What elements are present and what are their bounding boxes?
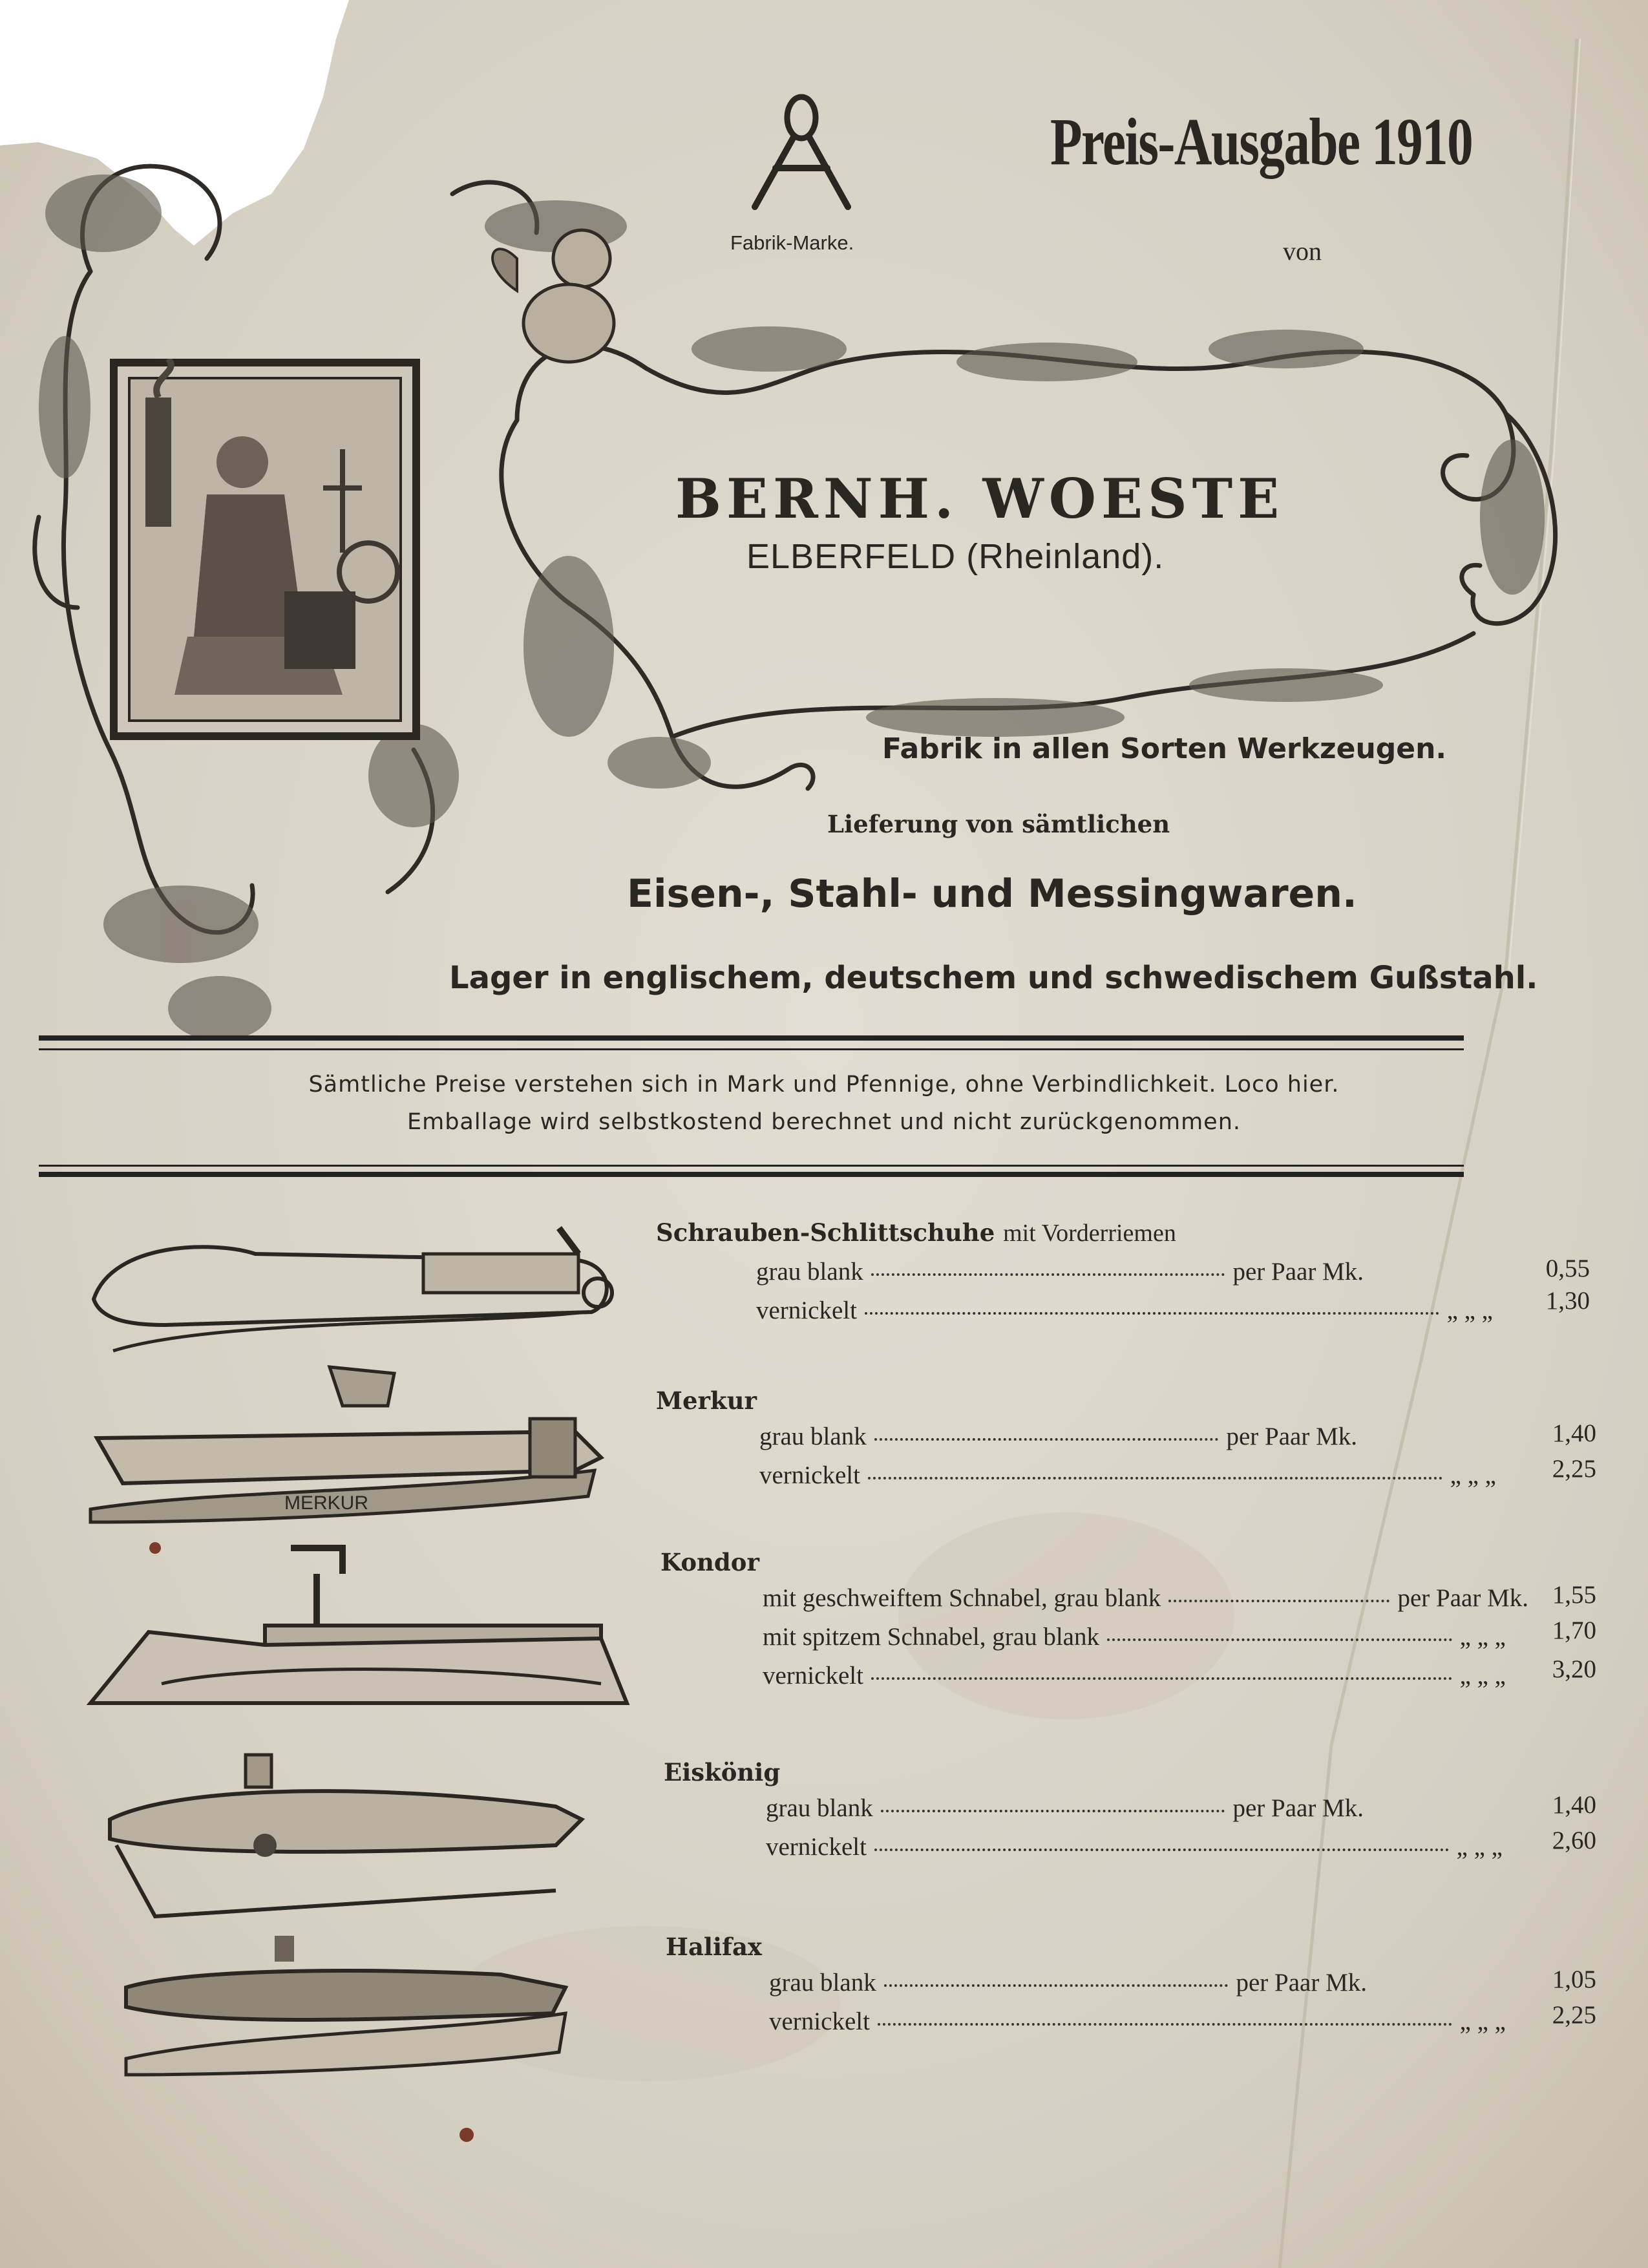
price-line: vernickelt „ „ „ <box>769 2008 1506 2035</box>
blacksmith-engraving <box>110 359 420 740</box>
von-label: von <box>1283 237 1322 266</box>
price-value: 1,30 <box>1545 1287 1590 1315</box>
price-line: mit geschweiftem Schnabel, grau blank per Paar Mk. <box>763 1584 1528 1612</box>
price-value: 1,05 <box>1552 1966 1596 1993</box>
price-notice-line-2: Emballage wird selbstkostend berechnet und nicht zurückgenommen. <box>407 1109 1241 1135</box>
slogan-steel: Lager in englischem, deutschem und schwedischem Gußstahl. <box>449 960 1538 996</box>
price-value: 2,25 <box>1552 2001 1596 2029</box>
skate-halifax-illustration <box>113 1929 591 2078</box>
price-value: 1,40 <box>1552 1419 1596 1447</box>
slogan-tools: Fabrik in allen Sorten Werkzeugen. <box>882 732 1447 765</box>
bottom-rule-thick <box>39 1172 1464 1177</box>
skate-eiskoenig-illustration <box>90 1748 607 1923</box>
unit-label: per Paar Mk. <box>1397 1584 1528 1612</box>
bottom-rule-thin <box>39 1165 1464 1167</box>
skate-kondor-illustration <box>84 1535 633 1710</box>
product-name: Schrauben-Schlittschuhe <box>656 1218 995 1247</box>
unit-label: per Paar Mk. <box>1232 1258 1364 1286</box>
ditto-marks: „ „ „ <box>1459 1662 1506 1690</box>
top-rule-thin <box>39 1048 1464 1050</box>
price-value: 1,40 <box>1552 1791 1596 1819</box>
price-line: grau blank per Paar Mk. <box>756 1258 1364 1286</box>
price-value: 0,55 <box>1545 1255 1590 1282</box>
slogan-wares: Eisen-, Stahl- und Messingwaren. <box>627 871 1357 917</box>
price-line: grau blank per Paar Mk. <box>759 1423 1357 1450</box>
price-value: 2,60 <box>1552 1827 1596 1854</box>
price-line: vernickelt „ „ „ <box>759 1461 1496 1489</box>
product-name-halifax: Halifax <box>666 1933 762 1961</box>
catalog-title: Preis-Ausgabe 1910 <box>1050 105 1473 179</box>
product-name-kondor: Kondor <box>660 1548 759 1576</box>
price-value: 3,20 <box>1552 1655 1596 1683</box>
product-suffix: mit Vorderriemen <box>1003 1220 1176 1247</box>
price-value: 1,70 <box>1552 1616 1596 1644</box>
ditto-marks: „ „ „ <box>1446 1297 1493 1324</box>
ditto-marks: „ „ „ <box>1459 2008 1506 2035</box>
unit-label: per Paar Mk. <box>1232 1794 1364 1822</box>
price-notice-line-1: Sämtliche Preise verstehen sich in Mark und Pfennige, ohne Verbindlichkeit. Loco hier. <box>308 1072 1340 1097</box>
company-name: BERNH. WOESTE <box>675 467 1285 531</box>
price-line: vernickelt „ „ „ <box>756 1297 1493 1324</box>
product-name-merkur: Merkur <box>656 1386 757 1415</box>
price-value: 2,25 <box>1552 1455 1596 1483</box>
price-line: vernickelt „ „ „ <box>763 1662 1506 1690</box>
price-line: grau blank per Paar Mk. <box>769 1969 1367 1997</box>
price-line: grau blank per Paar Mk. <box>766 1794 1364 1822</box>
ditto-marks: „ „ „ <box>1456 1833 1503 1861</box>
product-name-schrauben <box>656 1218 1176 1247</box>
unit-label: per Paar Mk. <box>1236 1969 1367 1997</box>
ditto-marks: „ „ „ <box>1450 1461 1496 1489</box>
company-city: ELBERFELD (Rheinland). <box>746 537 1165 576</box>
top-rule-thick <box>39 1035 1464 1041</box>
skate-merkur-illustration <box>84 1361 620 1529</box>
slogan-delivery: Lieferung von sämtlichen <box>827 810 1170 838</box>
price-line: mit spitzem Schnabel, grau blank „ „ „ <box>763 1623 1506 1651</box>
price-line: vernickelt „ „ „ <box>766 1833 1503 1861</box>
skate-schrauben-illustration <box>87 1215 624 1357</box>
trademark-label: Fabrik-Marke. <box>730 231 854 254</box>
price-value: 1,55 <box>1552 1581 1596 1609</box>
product-name-eiskoenig: Eiskönig <box>664 1758 781 1786</box>
unit-label: per Paar Mk. <box>1226 1423 1357 1450</box>
merkur-engraved-stamp: MERKUR <box>284 1492 369 1514</box>
ditto-marks: „ „ „ <box>1459 1623 1506 1651</box>
